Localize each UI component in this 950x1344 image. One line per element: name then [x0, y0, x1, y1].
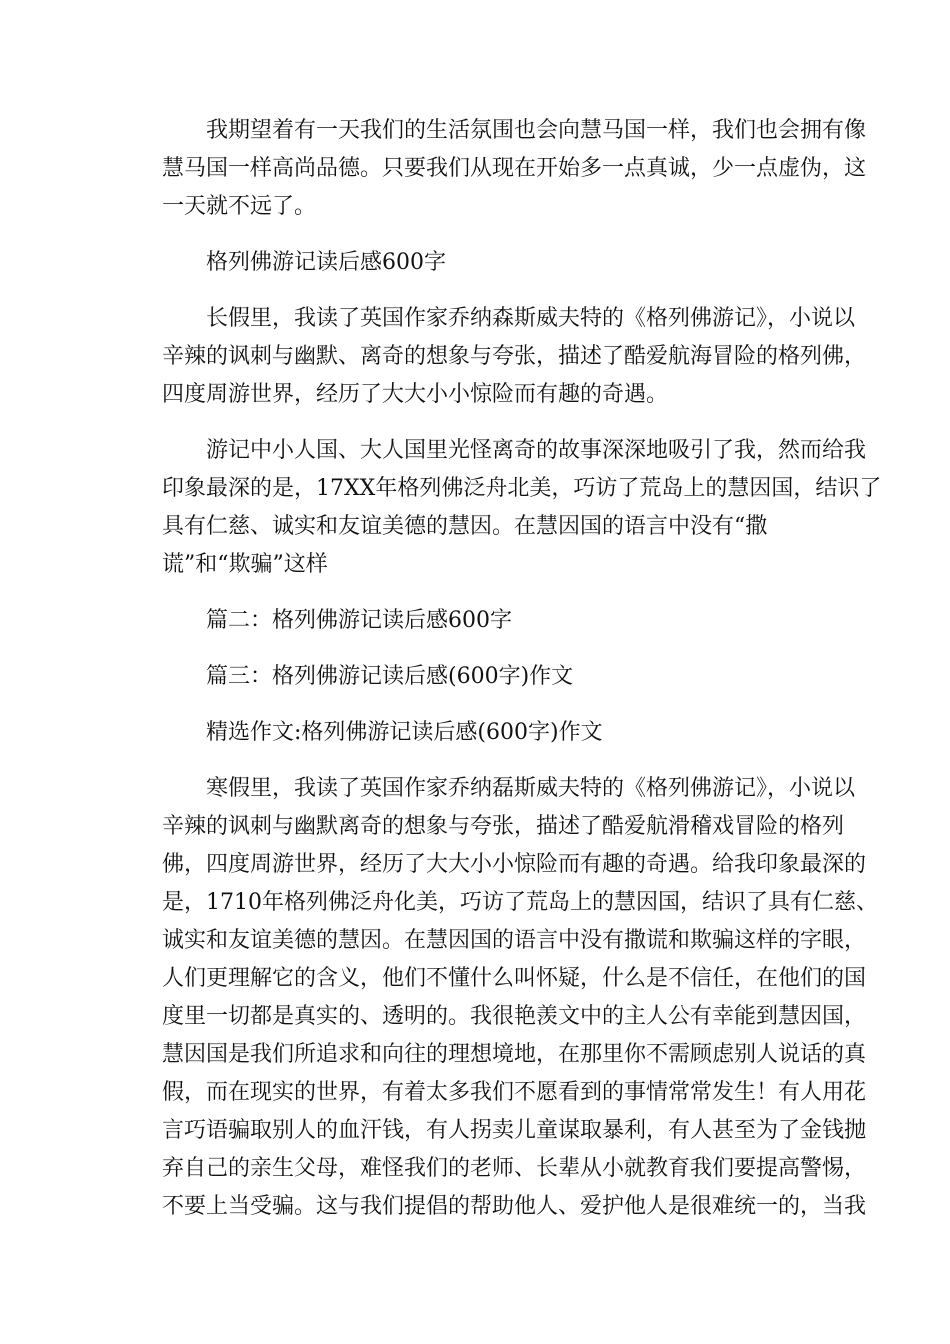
- paragraph-2: [118, 300, 867, 414]
- text-line: 言巧语骗取别人的血汗钱，有人拐卖儿童谋取暴利，有人甚至为了金钱抛: [162, 1118, 867, 1143]
- text-line: 人们更理解它的含义，他们不懂什么叫怀疑，什么是不信任，在他们的国: [162, 966, 867, 991]
- heading-line: 精选作文:格列佛游记读后感(600字)作文: [206, 720, 603, 745]
- text-line: 是，1710年格列佛泛舟化美，巧访了荒岛上的慧因国，结识了具有仁慈、: [162, 890, 878, 915]
- text-line: 慧因国是我们所追求和向往的理想境地，在那里你不需顾虑别人说话的真: [162, 1042, 867, 1067]
- section-heading-4: [118, 714, 832, 752]
- paragraph-3: [118, 432, 882, 584]
- heading-line: 篇三：格列佛游记读后感(600字)作文: [206, 664, 574, 689]
- text-line: 不要上当受骗。这与我们提倡的帮助他人、爱护他人是很难统一的，当我: [162, 1194, 867, 1219]
- text-line: 具有仁慈、诚实和友谊美德的慧因。在慧因国的语言中没有“撒: [162, 514, 768, 539]
- text-line: 假，而在现实的世界，有着太多我们不愿看到的事情常常发生！有人用花: [162, 1080, 867, 1105]
- text-line: 佛，四度周游世界，经历了大大小小惊险而有趣的奇遇。给我印象最深的: [162, 852, 867, 877]
- document-page: [118, 112, 882, 1226]
- text-line: 寒假里，我读了英国作家乔纳磊斯威夫特的《格列佛游记》，小说以: [206, 776, 856, 801]
- heading-line: 格列佛游记读后感600字: [206, 250, 446, 275]
- paragraph-4: [118, 770, 878, 1226]
- section-heading-3: [118, 658, 832, 696]
- text-line: 度里一切都是真实的、透明的。我很艳羡文中的主人公有幸能到慧因国，: [162, 1004, 867, 1029]
- text-line: 我期望着有一天我们的生活氛围也会向慧马国一样，我们也会拥有像: [206, 118, 867, 143]
- text-line: 四度周游世界，经历了大大小小惊险而有趣的奇遇。: [162, 382, 669, 407]
- text-line: 一天就不远了。: [162, 194, 317, 219]
- section-heading-2: [118, 602, 832, 640]
- text-line: 辛辣的讽刺与幽默、离奇的想象与夸张，描述了酷爱航海冒险的格列佛，: [162, 344, 867, 369]
- text-line: 弃自己的亲生父母，难怪我们的老师、长辈从小就教育我们要提高警惕，: [162, 1156, 867, 1181]
- text-line: 印象最深的是，17XX年格列佛泛舟北美，巧访了荒岛上的慧因国，结识了: [162, 476, 882, 501]
- paragraph-1: [118, 112, 867, 226]
- text-line: 辛辣的讽刺与幽默离奇的想象与夸张，描述了酷爱航滑稽戏冒险的格列: [162, 814, 845, 839]
- text-line: 谎”和“欺骗”这样: [162, 552, 328, 577]
- section-heading-1: [118, 244, 832, 282]
- text-line: 长假里，我读了英国作家乔纳森斯威夫特的《格列佛游记》，小说以: [206, 306, 856, 331]
- text-line: 游记中小人国、大人国里光怪离奇的故事深深地吸引了我，然而给我: [206, 438, 867, 463]
- text-line: 慧马国一样高尚品德。只要我们从现在开始多一点真诚，少一点虚伪，这: [162, 156, 867, 181]
- text-line: 诚实和友谊美德的慧因。在慧因国的语言中没有撒谎和欺骗这样的字眼，: [162, 928, 867, 953]
- heading-line: 篇二：格列佛游记读后感600字: [206, 608, 512, 633]
